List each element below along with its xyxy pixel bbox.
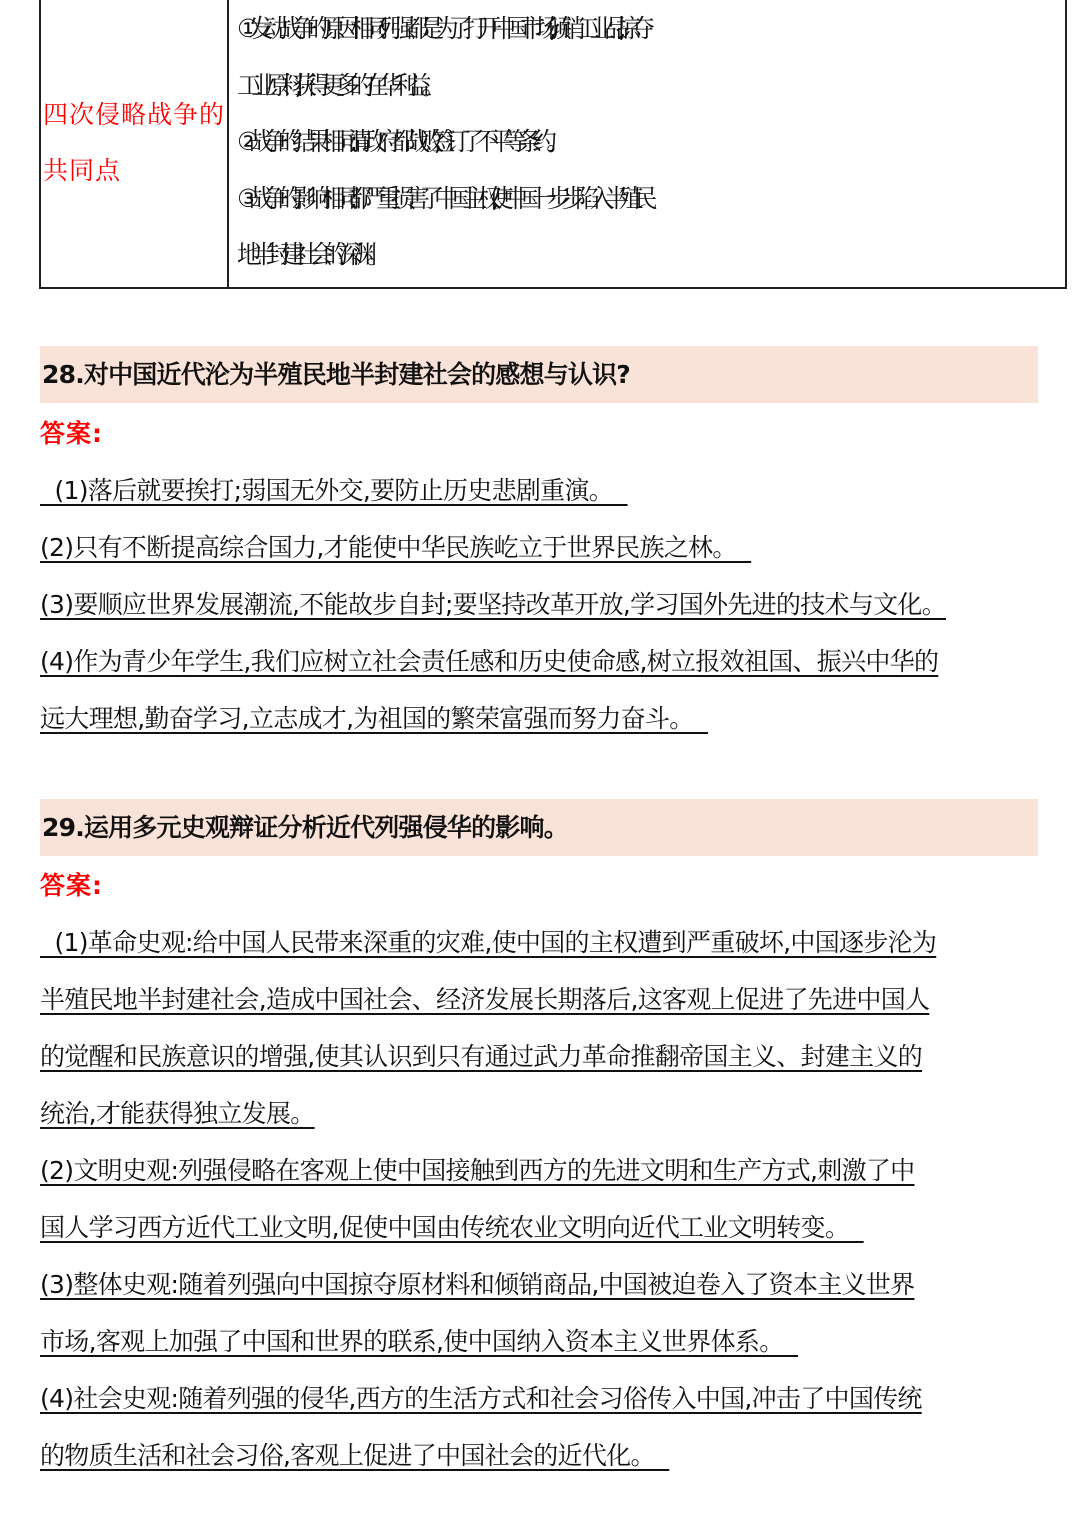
answer-line: (4)作为青少年学生,我们应树立社会责任感和历史使命感,树立报效祖国、振兴中华的: [40, 647, 939, 676]
answer-line: 统治,才能获得独立发展。: [40, 1099, 315, 1128]
answer-line: (2)文明史观:列强侵略在客观上使中国接触到西方的先进文明和生产方式,刺激了中: [40, 1156, 915, 1185]
table-line: ②战争的结果相同:清政府都战败,签订了不平等条约。: [237, 127, 561, 157]
answer-line: (2)只有不断提高综合国力,才能使中华民族屹立于世界民族之林。: [40, 533, 752, 562]
question-28-header: [40, 346, 1038, 403]
answer-line: (1)革命史观:给中国人民带来深重的灾难,使中国的主权遭到严重破坏,中国逐步沦为: [40, 928, 937, 957]
answer-line: 市场,客观上加强了中国和世界的联系,使中国纳入资本主义世界体系。: [40, 1327, 798, 1356]
answer-28-list: [40, 462, 1040, 747]
question-29-header: [40, 799, 1038, 856]
table-line: ①发动战争的原因相同:列强都是为了打开中国市场,倾销工业品,掠夺: [237, 14, 645, 44]
table-row-heading: 四次侵略战争的共同点: [40, 0, 228, 288]
question-28-title: 28.对中国近代沦为半殖民地半封建社会的感想与认识?: [42, 360, 630, 389]
summary-table: [39, 0, 1067, 289]
table-line: 工业原料,获得更多的在华利益。: [237, 70, 436, 100]
answer-29-label: 答案:: [40, 871, 103, 900]
answer-line: (1)落后就要挨打;弱国无外交,要防止历史悲剧重演。: [40, 476, 628, 505]
answer-line: 的觉醒和民族意识的增强,使其认识到只有通过武力革命推翻帝国主义、封建主义的: [40, 1042, 923, 1071]
table-row-content: [228, 0, 1066, 288]
answer-28-label: 答案:: [40, 419, 103, 448]
answer-line: 国人学习西方近代工业文明,促使中国由传统农业文明向近代工业文明转变。: [40, 1213, 864, 1242]
answer-29-list: [40, 914, 1040, 1484]
question-29-title: 29.运用多元史观辩证分析近代列强侵华的影响。: [42, 813, 568, 842]
answer-line: 远大理想,勤奋学习,立志成才,为祖国的繁荣富强而努力奋斗。: [40, 704, 709, 733]
answer-line: 半殖民地半封建社会,造成中国社会、经济发展长期落后,这客观上促进了先进中国人: [40, 985, 930, 1014]
answer-line: (3)要顺应世界发展潮流,不能故步自封;要坚持改革开放,学习国外先进的技术与文化。: [40, 590, 947, 619]
table-row: [40, 0, 1066, 288]
answer-line: 的物质生活和社会习俗,客观上促进了中国社会的近代化。: [40, 1441, 670, 1470]
table-line: 地半封建社会的深渊。: [237, 240, 382, 270]
table-line: ③战争的影响相同:都严重损害了中国主权,使中国一步步陷入半殖民: [237, 183, 648, 213]
answer-line: (3)整体史观:随着列强向中国掠夺原材料和倾销商品,中国被迫卷入了资本主义世界: [40, 1270, 915, 1299]
answer-line: (4)社会史观:随着列强的侵华,西方的生活方式和社会习俗传入中国,冲击了中国传统: [40, 1384, 922, 1413]
